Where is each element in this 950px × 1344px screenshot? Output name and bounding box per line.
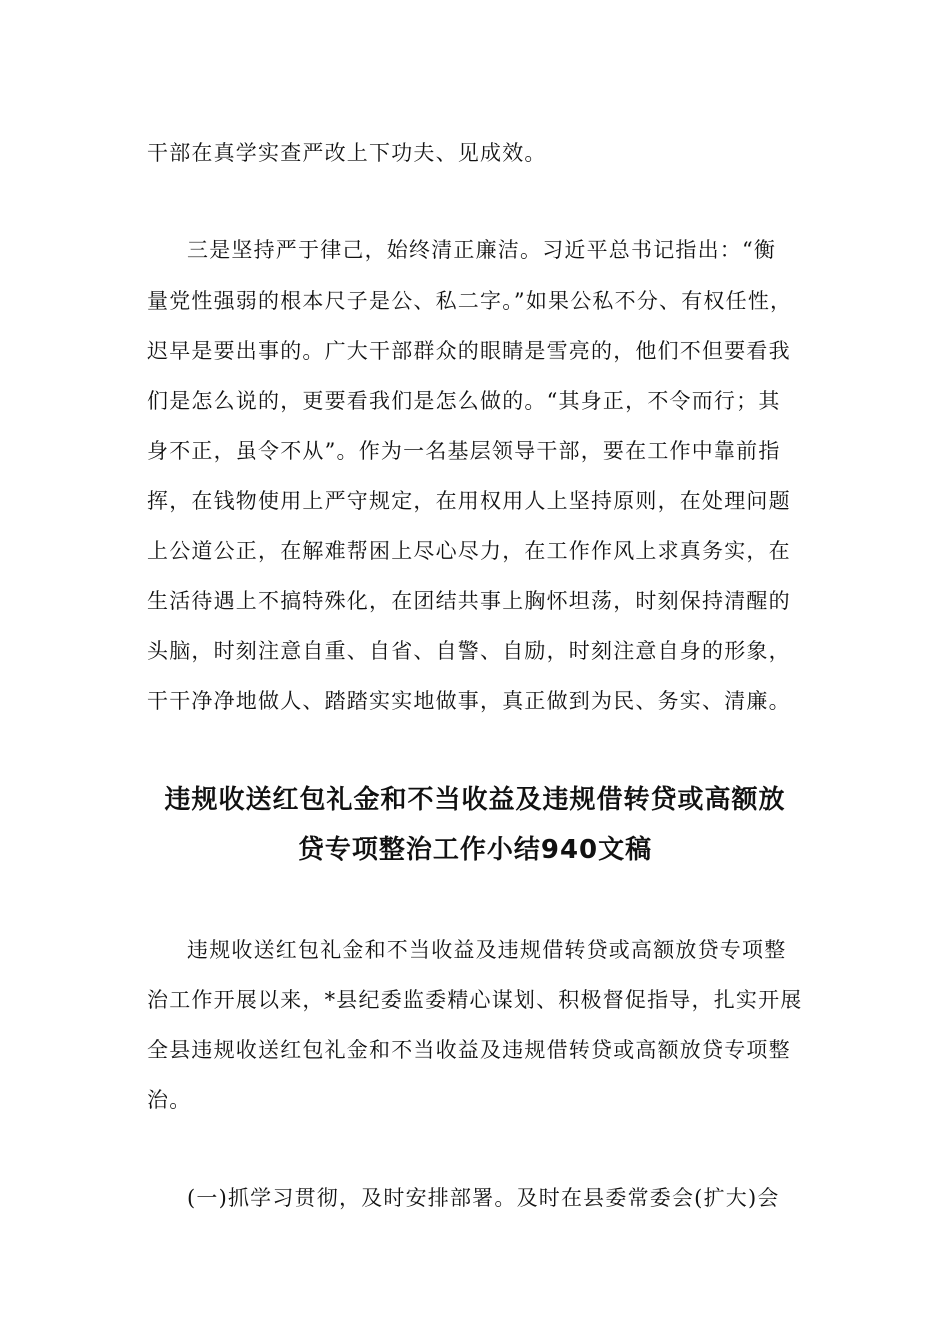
text-line: 迟早是要出事的。广大干部群众的眼睛是雪亮的，他们不但要看我 xyxy=(147,339,791,363)
text-line: 生活待遇上不搞特殊化，在团结共事上胸怀坦荡，时刻保持清醒的 xyxy=(147,589,791,613)
title-line-2: 贷专项整治工作小结940文稿 xyxy=(297,835,653,865)
text-line: 们是怎么说的，更要看我们是怎么做的。“其身正，不令而行；其 xyxy=(147,389,781,413)
text-line: 治工作开展以来，*县纪委监委精心谋划、积极督促指导，扎实开展 xyxy=(147,988,803,1012)
text-line: 违规收送红包礼金和不当收益及违规借转贷或高额放贷专项整 xyxy=(187,938,787,962)
title-line-1: 违规收送红包礼金和不当收益及违规借转贷或高额放 xyxy=(164,785,786,815)
text-line: 头脑，时刻注意自重、自省、自警、自励，时刻注意自身的形象， xyxy=(147,639,791,663)
text-line: 干部在真学实查严改上下功夫、见成效。 xyxy=(147,141,547,165)
text-line: 挥，在钱物使用上严守规定，在用权用人上坚持原则，在处理问题 xyxy=(147,489,791,513)
text-line: 全县违规收送红包礼金和不当收益及违规借转贷或高额放贷专项整 xyxy=(147,1038,791,1062)
text-line: 干干净净地做人、踏踏实实地做事，真正做到为民、务实、清廉。 xyxy=(147,689,791,713)
text-line: 三是坚持严于律己，始终清正廉洁。习近平总书记指出：“衡 xyxy=(187,238,777,262)
text-line: 上公道公正，在解难帮困上尽心尽力，在工作作风上求真务实，在 xyxy=(147,539,791,563)
text-line: (一)抓学习贯彻，及时安排部署。及时在县委常委会(扩大)会 xyxy=(187,1186,780,1210)
text-line: 身不正，虽令不从”。作为一名基层领导干部，要在工作中靠前指 xyxy=(147,439,781,463)
text-line: 量党性强弱的根本尺子是公、私二字。”如果公私不分、有权任性， xyxy=(147,289,793,313)
text-line: 治。 xyxy=(147,1088,192,1112)
